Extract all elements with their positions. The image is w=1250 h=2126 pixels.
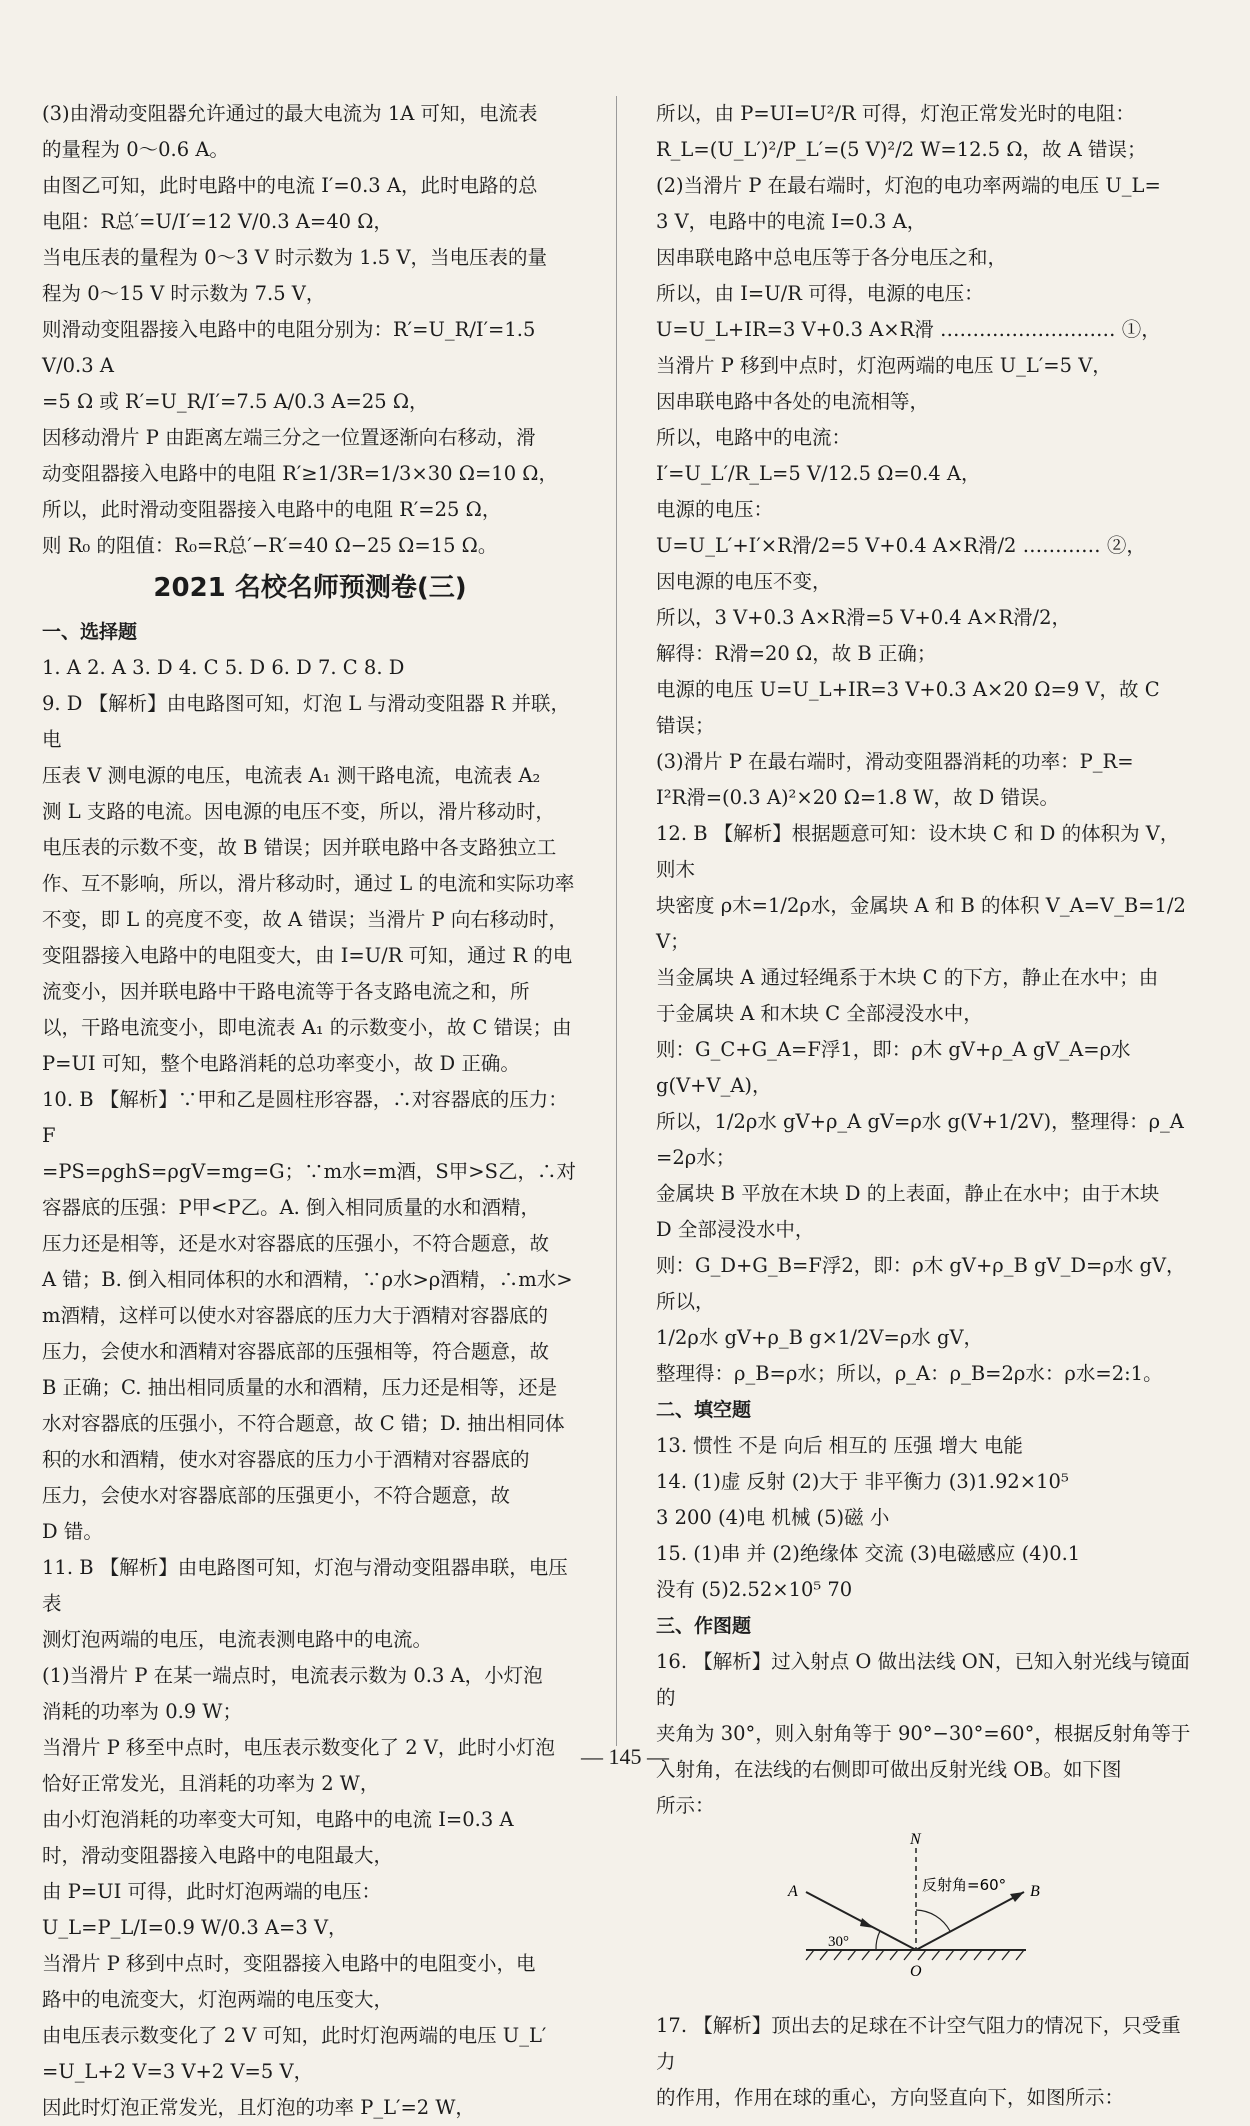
text-line: 积的水和酒精，使水对容器底的压力小于酒精对容器底的 xyxy=(42,1448,530,1471)
section-heading-drawing: 三、作图题 xyxy=(656,1615,752,1637)
text-line: 由图乙可知，此时电路中的电流 I′=0.3 A，此时电路的总 xyxy=(42,174,538,197)
text-line: 因电源的电压不变， xyxy=(656,570,832,593)
text-line: 当滑片 P 移至中点时，电压表示数变化了 2 V，此时小灯泡 xyxy=(42,1736,555,1759)
text-line: 则滑动变阻器接入电路中的电阻分别为：R′=U_R/I′=1.5 V/0.3 A xyxy=(42,318,536,377)
text-line: 所以，由 I=U/R 可得，电源的电压： xyxy=(656,282,984,305)
text-line: 1. A 2. A 3. D 4. C 5. D 6. D 7. C 8. D xyxy=(42,656,405,679)
label-reflection-angle: 反射角=60° xyxy=(922,1876,1007,1894)
text-line: 解得：R滑=20 Ω，故 B 正确； xyxy=(656,642,937,665)
text-line: 路中的电流变大，灯泡两端的电压变大， xyxy=(42,1988,394,2011)
left-text-block-2 xyxy=(42,650,578,2126)
text-line: U=U_L+IR=3 V+0.3 A×R滑 ……………………… ①， xyxy=(656,318,1161,341)
text-line: 16. 【解析】过入射点 O 做出法线 ON，已知入射光线与镜面的 xyxy=(656,1650,1190,1709)
right-text-block-3 xyxy=(656,1644,1192,1824)
text-line: 所示： xyxy=(656,1794,715,1817)
text-line: 所以，由 P=UI=U²/R 可得，灯泡正常发光时的电阻： xyxy=(656,102,1135,125)
text-line: 14. (1)虚 反射 (2)大于 非平衡力 (3)1.92×10⁵ xyxy=(656,1470,1069,1493)
label-o: O xyxy=(910,1963,922,1980)
text-line: 电源的电压 U=U_L+IR=3 V+0.3 A×20 Ω=9 V，故 C xyxy=(656,678,1160,701)
text-line: 电阻：R总′=U/I′=12 V/0.3 A=40 Ω， xyxy=(42,210,393,233)
left-column xyxy=(42,96,578,2126)
text-line: 电源的电压： xyxy=(656,498,774,521)
text-line: 13. 惯性 不是 向后 相互的 压强 增大 电能 xyxy=(656,1434,1023,1457)
text-line: 因串联电路中总电压等于各分电压之和， xyxy=(656,246,1008,269)
section-heading-fill: 二、填空题 xyxy=(656,1399,752,1421)
text-line: (3)由滑动变阻器允许通过的最大电流为 1A 可知，电流表 xyxy=(42,102,538,125)
text-line: =U_L+2 V=3 V+2 V=5 V， xyxy=(42,2060,314,2083)
reflected-ray xyxy=(916,1892,1024,1950)
right-text-block-4 xyxy=(656,2008,1192,2116)
reflection-diagram-svg xyxy=(766,1830,1066,1990)
text-line: U_L=P_L/I=0.9 W/0.3 A=3 V， xyxy=(42,1916,348,1939)
text-line: 压力还是相等，还是水对容器底的压强小，不符合题意，故 xyxy=(42,1232,550,1255)
text-line: 3 V，电路中的电流 I=0.3 A， xyxy=(656,210,927,233)
text-line: 测灯泡两端的电压，电流表测电路中的电流。 xyxy=(42,1628,433,1651)
text-line: 错误； xyxy=(656,714,715,737)
text-line: 所以，此时滑动变阻器接入电路中的电阻 R′=25 Ω， xyxy=(42,498,502,521)
label-angle-incident: 30° xyxy=(828,1934,849,1950)
text-line: 3 200 (4)电 机械 (5)磁 小 xyxy=(656,1506,890,1529)
text-line: m酒精，这样可以使水对容器底的压力大于酒精对容器底的 xyxy=(42,1304,548,1327)
text-line: I′=U_L′/R_L=5 V/12.5 Ω=0.4 A， xyxy=(656,462,981,485)
text-line: 则：G_C+G_A=F浮1，即：ρ木 gV+ρ_A gV_A=ρ水 g(V+V_A)， xyxy=(656,1038,1131,1097)
text-line: 当滑片 P 移到中点时，变阻器接入电路中的电阻变小，电 xyxy=(42,1952,536,1975)
text-line: 则 R₀ 的阻值：R₀=R总′−R′=40 Ω−25 Ω=15 Ω。 xyxy=(42,534,498,557)
text-line: 整理得：ρ_B=ρ水；所以，ρ_A：ρ_B=2ρ水：ρ水=2:1。 xyxy=(656,1362,1163,1385)
text-line: 时，滑动变阻器接入电路中的电阻最大， xyxy=(42,1844,394,1867)
right-text-block-2 xyxy=(656,1428,1192,1608)
text-line: 所以，3 V+0.3 A×R滑=5 V+0.4 A×R滑/2， xyxy=(656,606,1071,629)
text-line: 当电压表的量程为 0～3 V 时示数为 1.5 V，当电压表的量 xyxy=(42,246,547,269)
text-line: 由 P=UI 可得，此时灯泡两端的电压： xyxy=(42,1880,381,1903)
text-line: 1/2ρ水 gV+ρ_B g×1/2V=ρ水 gV， xyxy=(656,1326,984,1349)
text-line: 于金属块 A 和木块 C 全部浸没水中， xyxy=(656,1002,983,1025)
text-line: 恰好正常发光，且消耗的功率为 2 W， xyxy=(42,1772,380,1795)
reflected-arrow-head xyxy=(1010,1892,1024,1902)
text-line: 当滑片 P 移到中点时，灯泡两端的电压 U_L′=5 V， xyxy=(656,354,1112,377)
text-line: 17. 【解析】顶出去的足球在不计空气阻力的情况下，只受重力 xyxy=(656,2014,1181,2073)
reflection-diagram xyxy=(766,1830,1192,2002)
text-line: 由小灯泡消耗的功率变大可知，电路中的电流 I=0.3 A xyxy=(42,1808,514,1831)
text-line: I²R滑=(0.3 A)²×20 Ω=1.8 W，故 D 错误。 xyxy=(656,786,1060,809)
text-line: (3)滑片 P 在最右端时，滑动变阻器消耗的功率：P_R= xyxy=(656,750,1134,773)
text-line: 块密度 ρ木=1/2ρ水，金属块 A 和 B 的体积 V_A=V_B=1/2 V； xyxy=(656,894,1186,953)
text-line: 入射角，在法线的右侧即可做出反射光线 OB。如下图 xyxy=(656,1758,1122,1781)
incident-arrow-head xyxy=(860,1918,874,1928)
text-line: 流变小，因并联电路中干路电流等于各支路电流之和，所 xyxy=(42,980,530,1003)
text-line: 所以，1/2ρ水 gV+ρ_A gV=ρ水 g(V+1/2V)，整理得：ρ_A xyxy=(656,1110,1184,1133)
column-divider xyxy=(616,96,617,1746)
text-line: U=U_L′+I′×R滑/2=5 V+0.4 A×R滑/2 ………… ②， xyxy=(656,534,1146,557)
label-a: A xyxy=(788,1883,798,1900)
text-line: 因串联电路中各处的电流相等， xyxy=(656,390,930,413)
text-line: 因此时灯泡正常发光，且灯泡的功率 P_L′=2 W， xyxy=(42,2096,475,2119)
text-line: (2)当滑片 P 在最右端时，灯泡的电功率两端的电压 U_L= xyxy=(656,174,1161,197)
text-line: 没有 (5)2.52×10⁵ 70 xyxy=(656,1578,853,1601)
text-line: 的量程为 0～0.6 A。 xyxy=(42,138,229,161)
section-title: 2021 名校名师预测卷(三) xyxy=(153,573,467,603)
text-line: 金属块 B 平放在木块 D 的上表面，静止在水中；由于木块 xyxy=(656,1182,1160,1205)
text-line: 11. B 【解析】由电路图可知，灯泡与滑动变阻器串联，电压表 xyxy=(42,1556,568,1615)
text-line: 夹角为 30°，则入射角等于 90°−30°=60°，根据反射角等于 xyxy=(656,1722,1191,1745)
text-line: 作、互不影响，所以，滑片移动时，通过 L 的电流和实际功率 xyxy=(42,872,575,895)
text-line: 压力，会使水对容器底部的压强更小，不符合题意，故 xyxy=(42,1484,511,1507)
text-line: 压力，会使水和酒精对容器底部的压强相等，符合题意，故 xyxy=(42,1340,550,1363)
text-line: =2ρ水； xyxy=(656,1146,736,1169)
text-line: 不变，即 L 的亮度不变，故 A 错误；当滑片 P 向右移动时， xyxy=(42,908,568,931)
right-column xyxy=(656,96,1192,2116)
text-line: B 正确；C. 抽出相同质量的水和酒精，压力还是相等，还是 xyxy=(42,1376,558,1399)
label-n: N xyxy=(910,1831,921,1848)
label-b: B xyxy=(1030,1883,1040,1900)
text-line: 9. D 【解析】由电路图可知，灯泡 L 与滑动变阻器 R 并联，电 xyxy=(42,692,571,751)
text-line: 因移动滑片 P 由距离左端三分之一位置逐渐向右移动，滑 xyxy=(42,426,536,449)
text-line: 测 L 支路的电流。因电源的电压不变，所以，滑片移动时， xyxy=(42,800,555,823)
text-line: =PS=ρghS=ρgV=mg=G；∵m水=m酒，S甲>S乙，∴对 xyxy=(42,1160,576,1183)
text-line: 10. B 【解析】∵甲和乙是圆柱形容器，∴对容器底的压力：F xyxy=(42,1088,568,1147)
text-line: D 全部浸没水中， xyxy=(656,1218,815,1241)
text-line: 水对容器底的压强小，不符合题意，故 C 错；D. 抽出相同体 xyxy=(42,1412,565,1435)
text-line: A 错；B. 倒入相同体积的水和酒精，∵ρ水>ρ酒精，∴m水> xyxy=(42,1268,573,1291)
incident-angle-arc xyxy=(876,1931,880,1950)
text-line: 电压表的示数不变，故 B 错误；因并联电路中各支路独立工 xyxy=(42,836,557,859)
right-text-block-1 xyxy=(656,96,1192,1392)
text-line: (1)当滑片 P 在某一端点时，电流表示数为 0.3 A，小灯泡 xyxy=(42,1664,543,1687)
text-line: 当金属块 A 通过轻绳系于木块 C 的下方，静止在水中；由 xyxy=(656,966,1159,989)
page-number: — 145 — xyxy=(581,1744,669,1769)
text-line: 由电压表示数变化了 2 V 可知，此时灯泡两端的电压 U_L′ xyxy=(42,2024,547,2047)
text-line: 容器底的压强：P甲<P乙。A. 倒入相同质量的水和酒精， xyxy=(42,1196,541,1219)
text-line: 动变阻器接入电路中的电阻 R′≥1/3R=1/3×30 Ω=10 Ω， xyxy=(42,462,558,485)
text-line: 12. B 【解析】根据题意可知：设木块 C 和 D 的体积为 V，则木 xyxy=(656,822,1180,881)
mirror-hatching xyxy=(806,1950,1024,1960)
text-line: =5 Ω 或 R′=U_R/I′=7.5 A/0.3 A=25 Ω， xyxy=(42,390,429,413)
section-heading-choice: 一、选择题 xyxy=(42,621,138,643)
text-line: 则：G_D+G_B=F浮2，即：ρ木 gV+ρ_B gV_D=ρ水 gV，所以， xyxy=(656,1254,1186,1313)
text-line: 以，干路电流变小，即电流表 A₁ 的示数变小，故 C 错误；由 xyxy=(42,1016,572,1039)
left-text-block-1 xyxy=(42,96,578,564)
text-line: D 错。 xyxy=(42,1520,103,1543)
text-line: 15. (1)串 并 (2)绝缘体 交流 (3)电磁感应 (4)0.1 xyxy=(656,1542,1081,1565)
text-line: 变阻器接入电路中的电阻变大，由 I=U/R 可知，通过 R 的电 xyxy=(42,944,573,967)
text-line: R_L=(U_L′)²/P_L′=(5 V)²/2 W=12.5 Ω，故 A 错误； xyxy=(656,138,1147,161)
reflection-angle-arc xyxy=(916,1910,950,1931)
text-line: 程为 0～15 V 时示数为 7.5 V， xyxy=(42,282,326,305)
incident-ray xyxy=(806,1892,916,1950)
text-line: 所以，电路中的电流： xyxy=(656,426,852,449)
text-line: 消耗的功率为 0.9 W； xyxy=(42,1700,242,1723)
text-line: 压表 V 测电源的电压，电流表 A₁ 测干路电流，电流表 A₂ xyxy=(42,764,541,787)
text-line: 的作用，作用在球的重心，方向竖直向下，如图所示： xyxy=(656,2086,1125,2109)
text-line: P=UI 可知，整个电路消耗的总功率变小，故 D 正确。 xyxy=(42,1052,520,1075)
